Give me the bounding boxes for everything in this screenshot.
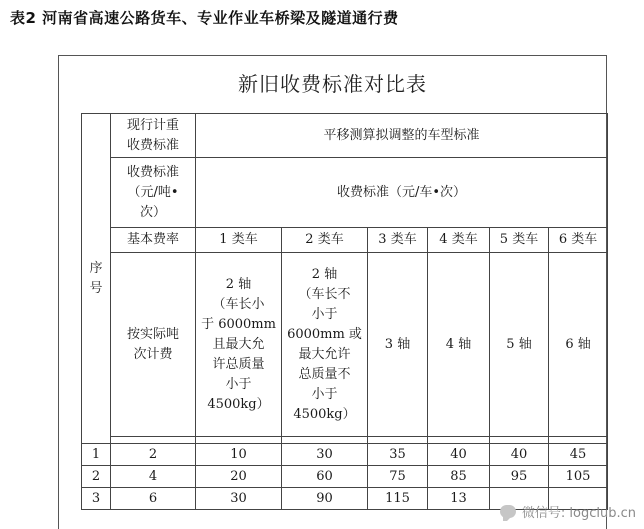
class-description: 2 轴 （车长小 于 6000mm 且最大允 许总质量 小于 4500kg） [196, 253, 282, 437]
fee-value: 60 [282, 466, 368, 488]
header-row-3 [82, 228, 608, 253]
class-header: 4 类车 [428, 228, 490, 253]
spacer-cell [368, 437, 428, 444]
table-row [82, 466, 608, 488]
fee-value: 10 [196, 444, 282, 466]
watermark-text: 微信号: logclub.cn [521, 506, 636, 521]
class-description: 3 轴 [368, 253, 428, 437]
class-header: 5 类车 [490, 228, 549, 253]
row-number: 1 [82, 444, 111, 466]
current-standard-label: 现行计重 收费标准 [111, 114, 196, 158]
new-standard-label: 平移测算拟调整的车型标准 [196, 114, 608, 158]
fee-comparison-table [81, 113, 608, 510]
serial-number-header: 序 号 [82, 114, 111, 444]
spacer-row [82, 437, 608, 444]
base-rate-label: 基本费率 [111, 228, 196, 253]
watermark [500, 502, 636, 521]
class-description: 5 轴 [490, 253, 549, 437]
current-unit-label: 收费标准 （元/吨• 次） [111, 158, 196, 228]
spacer-cell [196, 437, 282, 444]
fee-value: 115 [368, 488, 428, 510]
fee-value: 105 [549, 466, 608, 488]
base-rate-value: 6 [111, 488, 196, 510]
fee-value: 40 [428, 444, 490, 466]
fee-value: 13 [428, 488, 490, 510]
fee-value: 30 [196, 488, 282, 510]
new-unit-label: 收费标准（元/车•次） [196, 158, 608, 228]
fee-value: 95 [490, 466, 549, 488]
fee-value: 85 [428, 466, 490, 488]
class-header: 2 类车 [282, 228, 368, 253]
table-title: 新旧收费标准对比表 [238, 72, 427, 96]
class-header: 3 类车 [368, 228, 428, 253]
spacer-cell [428, 437, 490, 444]
header-row-2 [82, 158, 608, 228]
row-number: 3 [82, 488, 111, 510]
class-header: 6 类车 [549, 228, 608, 253]
spacer-cell [490, 437, 549, 444]
base-rate-value: 4 [111, 466, 196, 488]
header-row-1 [82, 114, 608, 158]
class-header: 1 类车 [196, 228, 282, 253]
current-billing-method: 按实际吨 次计费 [111, 253, 196, 437]
table-row [82, 444, 608, 466]
fee-value: 40 [490, 444, 549, 466]
class-description: 2 轴 （车长不 小于 6000mm 或 最大允许 总质量不 小于 4500kg） [282, 253, 368, 437]
spacer-cell [549, 437, 608, 444]
spacer-cell [282, 437, 368, 444]
fee-value: 20 [196, 466, 282, 488]
row-number: 2 [82, 466, 111, 488]
class-description: 6 轴 [549, 253, 608, 437]
chat-bubble-icon [500, 505, 516, 518]
fee-value: 30 [282, 444, 368, 466]
fee-value: 35 [368, 444, 428, 466]
figure-caption: 表2 河南省高速公路货车、专业作业车桥梁及隧道通行费 [10, 9, 399, 27]
fee-value: 45 [549, 444, 608, 466]
class-description: 4 轴 [428, 253, 490, 437]
fee-value: 90 [282, 488, 368, 510]
fee-value: 75 [368, 466, 428, 488]
spacer-cell [111, 437, 196, 444]
base-rate-value: 2 [111, 444, 196, 466]
description-row [82, 253, 608, 437]
